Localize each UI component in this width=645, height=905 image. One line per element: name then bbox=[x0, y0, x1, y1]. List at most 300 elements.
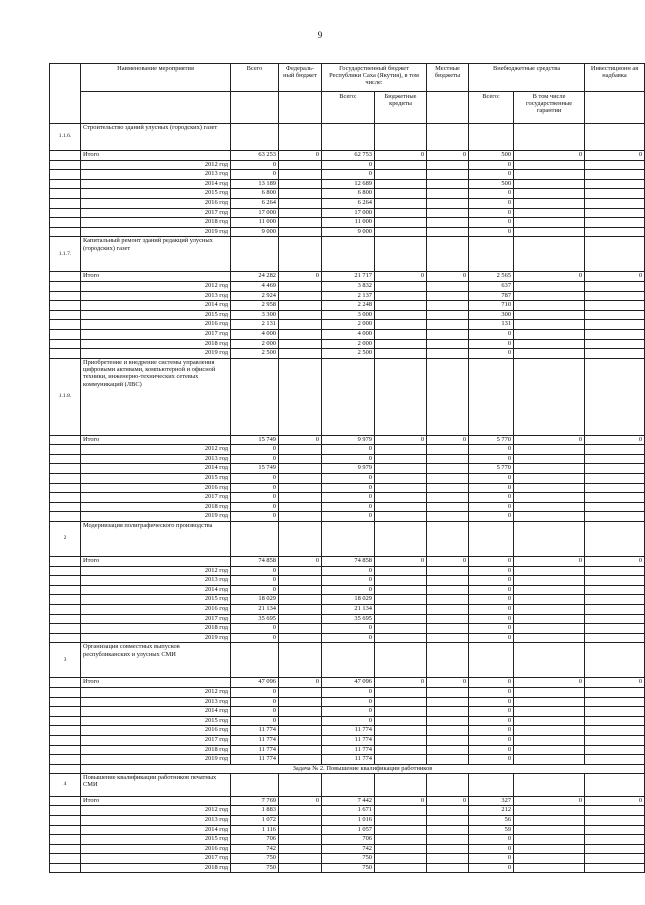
empty-cell bbox=[279, 237, 322, 272]
federal-value bbox=[279, 170, 322, 180]
extra-value: 0 bbox=[469, 854, 514, 864]
code-cell bbox=[50, 716, 81, 726]
block-title-row bbox=[50, 522, 645, 557]
total-value: 15 749 bbox=[231, 464, 279, 474]
total-value: 35 695 bbox=[231, 614, 279, 624]
total-value: 7 769 bbox=[231, 796, 279, 806]
block-title: Приобретение и внедрение системы управления цифровыми активами, компьютерной и офисной техники, инженерно-технических сетевых коммуникаций (ЛВС) bbox=[81, 358, 231, 435]
credits-value bbox=[375, 745, 427, 755]
local-value bbox=[427, 310, 469, 320]
invest-value bbox=[585, 339, 645, 349]
local-value bbox=[427, 493, 469, 503]
block-title: Повышение квалификации работников печатных СМИ bbox=[81, 773, 231, 796]
header-invest-sub bbox=[585, 92, 645, 124]
state-value: 12 689 bbox=[322, 179, 375, 189]
header-state-credits: Бюджетные кредиты bbox=[375, 92, 427, 124]
extra-value: 0 bbox=[469, 227, 514, 237]
total-value: 0 bbox=[231, 697, 279, 707]
header-federal-sub bbox=[279, 92, 322, 124]
guarantees-value bbox=[514, 218, 585, 228]
code-cell bbox=[50, 170, 81, 180]
code-cell bbox=[50, 566, 81, 576]
invest-value bbox=[585, 755, 645, 765]
federal-value: 0 bbox=[279, 796, 322, 806]
state-value: 62 753 bbox=[322, 151, 375, 161]
state-value: 0 bbox=[322, 502, 375, 512]
guarantees-value bbox=[514, 755, 585, 765]
block-4-body bbox=[50, 773, 645, 873]
state-value: 0 bbox=[322, 585, 375, 595]
federal-value bbox=[279, 502, 322, 512]
code-cell bbox=[50, 844, 81, 854]
state-value: 17 000 bbox=[322, 208, 375, 218]
extra-value: 0 bbox=[469, 735, 514, 745]
invest-value bbox=[585, 624, 645, 634]
year-row bbox=[50, 349, 645, 359]
itogo-row bbox=[50, 678, 645, 688]
credits-value bbox=[375, 301, 427, 311]
local-value bbox=[427, 454, 469, 464]
empty-cell bbox=[375, 643, 427, 678]
empty-cell bbox=[469, 237, 514, 272]
federal-value bbox=[279, 863, 322, 873]
total-value: 2 958 bbox=[231, 301, 279, 311]
code-cell bbox=[50, 179, 81, 189]
total-value: 0 bbox=[231, 445, 279, 455]
state-value: 0 bbox=[322, 493, 375, 503]
state-value: 1 057 bbox=[322, 825, 375, 835]
federal-value bbox=[279, 281, 322, 291]
credits-value bbox=[375, 576, 427, 586]
state-value: 0 bbox=[322, 170, 375, 180]
local-value: 0 bbox=[427, 678, 469, 688]
year-row bbox=[50, 179, 645, 189]
federal-value bbox=[279, 189, 322, 199]
guarantees-value: 0 bbox=[514, 435, 585, 445]
empty-cell bbox=[322, 643, 375, 678]
state-value: 706 bbox=[322, 835, 375, 845]
federal-value bbox=[279, 208, 322, 218]
empty-cell bbox=[279, 124, 322, 151]
extra-value: 0 bbox=[469, 454, 514, 464]
code-cell bbox=[50, 208, 81, 218]
local-value bbox=[427, 735, 469, 745]
total-value: 2 131 bbox=[231, 320, 279, 330]
code-cell bbox=[50, 281, 81, 291]
extra-value: 212 bbox=[469, 806, 514, 816]
empty-cell bbox=[322, 773, 375, 796]
year-label: 2017 год bbox=[81, 329, 231, 339]
state-value: 3 000 bbox=[322, 310, 375, 320]
state-value: 0 bbox=[322, 633, 375, 643]
local-value bbox=[427, 726, 469, 736]
state-value: 9 000 bbox=[322, 227, 375, 237]
local-value bbox=[427, 825, 469, 835]
itogo-row bbox=[50, 796, 645, 806]
empty-cell bbox=[375, 522, 427, 557]
year-row bbox=[50, 633, 645, 643]
invest-value bbox=[585, 493, 645, 503]
header-extra-total: Всего: bbox=[469, 92, 514, 124]
year-label: 2018 год bbox=[81, 218, 231, 228]
total-value: 1 883 bbox=[231, 806, 279, 816]
federal-value bbox=[279, 697, 322, 707]
invest-value bbox=[585, 474, 645, 484]
federal-value bbox=[279, 320, 322, 330]
year-row bbox=[50, 566, 645, 576]
extra-value: 0 bbox=[469, 339, 514, 349]
extra-value: 327 bbox=[469, 796, 514, 806]
credits-value bbox=[375, 585, 427, 595]
credits-value bbox=[375, 329, 427, 339]
federal-value bbox=[279, 726, 322, 736]
block-title-row bbox=[50, 237, 645, 272]
extra-value: 0 bbox=[469, 835, 514, 845]
extra-value: 0 bbox=[469, 595, 514, 605]
invest-value bbox=[585, 198, 645, 208]
year-label: 2017 год bbox=[81, 614, 231, 624]
state-value: 2 137 bbox=[322, 291, 375, 301]
total-value: 17 000 bbox=[231, 208, 279, 218]
total-value: 6 800 bbox=[231, 189, 279, 199]
invest-value bbox=[585, 179, 645, 189]
state-value: 7 442 bbox=[322, 796, 375, 806]
total-value: 74 858 bbox=[231, 557, 279, 567]
code-cell bbox=[50, 595, 81, 605]
state-value: 750 bbox=[322, 854, 375, 864]
year-row bbox=[50, 170, 645, 180]
total-value: 11 774 bbox=[231, 735, 279, 745]
guarantees-value bbox=[514, 726, 585, 736]
invest-value bbox=[585, 854, 645, 864]
credits-value bbox=[375, 614, 427, 624]
year-label: 2015 год bbox=[81, 474, 231, 484]
guarantees-value bbox=[514, 566, 585, 576]
header-state: Государственный бюджет Республики Саха (Якутия), в том числе: bbox=[322, 64, 427, 92]
state-value: 750 bbox=[322, 863, 375, 873]
year-row bbox=[50, 716, 645, 726]
local-value bbox=[427, 474, 469, 484]
local-value bbox=[427, 716, 469, 726]
invest-value bbox=[585, 349, 645, 359]
year-label: 2012 год bbox=[81, 160, 231, 170]
year-row bbox=[50, 502, 645, 512]
year-label: 2012 год bbox=[81, 687, 231, 697]
total-value: 0 bbox=[231, 687, 279, 697]
guarantees-value bbox=[514, 595, 585, 605]
extra-value: 300 bbox=[469, 310, 514, 320]
state-value: 0 bbox=[322, 624, 375, 634]
credits-value bbox=[375, 687, 427, 697]
code-cell bbox=[50, 474, 81, 484]
guarantees-value: 0 bbox=[514, 796, 585, 806]
code-cell bbox=[50, 755, 81, 765]
extra-value: 787 bbox=[469, 291, 514, 301]
local-value bbox=[427, 745, 469, 755]
guarantees-value bbox=[514, 189, 585, 199]
extra-value: 131 bbox=[469, 320, 514, 330]
empty-cell bbox=[375, 124, 427, 151]
state-value: 0 bbox=[322, 566, 375, 576]
federal-value bbox=[279, 301, 322, 311]
year-row bbox=[50, 755, 645, 765]
total-value: 0 bbox=[231, 512, 279, 522]
guarantees-value bbox=[514, 464, 585, 474]
code-cell bbox=[50, 464, 81, 474]
state-value: 21 717 bbox=[322, 272, 375, 282]
credits-value bbox=[375, 512, 427, 522]
federal-value bbox=[279, 576, 322, 586]
itogo-label: Итого bbox=[81, 435, 231, 445]
extra-value: 0 bbox=[469, 605, 514, 615]
local-value bbox=[427, 806, 469, 816]
code-cell bbox=[50, 863, 81, 873]
year-row bbox=[50, 493, 645, 503]
local-value bbox=[427, 585, 469, 595]
empty-cell bbox=[514, 643, 585, 678]
code-cell bbox=[50, 796, 81, 806]
guarantees-value bbox=[514, 329, 585, 339]
year-label: 2013 год bbox=[81, 576, 231, 586]
block-code: 4 bbox=[50, 773, 81, 796]
empty-cell bbox=[279, 643, 322, 678]
credits-value bbox=[375, 198, 427, 208]
state-value: 0 bbox=[322, 160, 375, 170]
credits-value bbox=[375, 474, 427, 484]
header-row-2 bbox=[50, 92, 645, 124]
extra-value: 0 bbox=[469, 614, 514, 624]
total-value: 4 469 bbox=[231, 281, 279, 291]
empty-cell bbox=[231, 237, 279, 272]
year-row bbox=[50, 815, 645, 825]
code-cell bbox=[50, 512, 81, 522]
credits-value bbox=[375, 854, 427, 864]
task-title: Задача № 2. Повышение квалификации работников bbox=[81, 764, 645, 773]
itogo-label: Итого bbox=[81, 678, 231, 688]
block-code: 1.1.8. bbox=[50, 358, 81, 435]
guarantees-value bbox=[514, 339, 585, 349]
extra-value: 500 bbox=[469, 151, 514, 161]
invest-value bbox=[585, 585, 645, 595]
extra-value: 0 bbox=[469, 678, 514, 688]
state-value: 742 bbox=[322, 844, 375, 854]
empty-cell bbox=[514, 237, 585, 272]
empty-cell bbox=[585, 237, 645, 272]
block-title: Организация совместных выпусков республиканских и улусных СМИ bbox=[81, 643, 231, 678]
invest-value bbox=[585, 835, 645, 845]
credits-value: 0 bbox=[375, 678, 427, 688]
empty-cell bbox=[514, 124, 585, 151]
guarantees-value bbox=[514, 815, 585, 825]
block-code: 2 bbox=[50, 522, 81, 557]
federal-value bbox=[279, 633, 322, 643]
code-cell bbox=[50, 227, 81, 237]
year-label: 2015 год bbox=[81, 310, 231, 320]
credits-value bbox=[375, 320, 427, 330]
total-value: 0 bbox=[231, 493, 279, 503]
task-2-section bbox=[50, 764, 645, 773]
year-row bbox=[50, 291, 645, 301]
empty-cell bbox=[427, 522, 469, 557]
year-row bbox=[50, 863, 645, 873]
local-value bbox=[427, 445, 469, 455]
local-value bbox=[427, 464, 469, 474]
guarantees-value bbox=[514, 512, 585, 522]
total-value: 15 749 bbox=[231, 435, 279, 445]
code-cell bbox=[50, 806, 81, 816]
federal-value bbox=[279, 329, 322, 339]
empty-cell bbox=[469, 124, 514, 151]
empty-cell bbox=[279, 358, 322, 435]
state-value: 3 832 bbox=[322, 281, 375, 291]
year-row bbox=[50, 585, 645, 595]
year-label: 2017 год bbox=[81, 735, 231, 745]
year-row bbox=[50, 605, 645, 615]
year-row bbox=[50, 218, 645, 228]
code-cell bbox=[50, 697, 81, 707]
invest-value bbox=[585, 605, 645, 615]
header-row-1 bbox=[50, 64, 645, 92]
header-extra-guarantees: В том числе государственные гарантии bbox=[514, 92, 585, 124]
federal-value bbox=[279, 835, 322, 845]
extra-value: 0 bbox=[469, 170, 514, 180]
federal-value bbox=[279, 227, 322, 237]
task-row bbox=[50, 764, 645, 773]
state-value: 0 bbox=[322, 576, 375, 586]
guarantees-value bbox=[514, 281, 585, 291]
local-value bbox=[427, 301, 469, 311]
extra-value: 0 bbox=[469, 755, 514, 765]
year-row bbox=[50, 208, 645, 218]
total-value: 1 072 bbox=[231, 815, 279, 825]
invest-value bbox=[585, 329, 645, 339]
federal-value: 0 bbox=[279, 435, 322, 445]
total-value: 9 000 bbox=[231, 227, 279, 237]
local-value bbox=[427, 512, 469, 522]
code-cell bbox=[50, 576, 81, 586]
year-label: 2012 год bbox=[81, 566, 231, 576]
total-value: 742 bbox=[231, 844, 279, 854]
year-label: 2019 год bbox=[81, 349, 231, 359]
total-value: 6 264 bbox=[231, 198, 279, 208]
extra-value: 637 bbox=[469, 281, 514, 291]
extra-value: 500 bbox=[469, 179, 514, 189]
credits-value: 0 bbox=[375, 557, 427, 567]
total-value: 0 bbox=[231, 502, 279, 512]
extra-value: 0 bbox=[469, 474, 514, 484]
year-label: 2016 год bbox=[81, 844, 231, 854]
header-code bbox=[50, 64, 81, 124]
year-label: 2016 год bbox=[81, 320, 231, 330]
total-value: 0 bbox=[231, 483, 279, 493]
header-total: Всего bbox=[231, 64, 279, 92]
year-row bbox=[50, 474, 645, 484]
year-row bbox=[50, 614, 645, 624]
empty-cell bbox=[322, 237, 375, 272]
local-value: 0 bbox=[427, 796, 469, 806]
federal-value bbox=[279, 806, 322, 816]
year-row bbox=[50, 726, 645, 736]
empty-cell bbox=[322, 358, 375, 435]
extra-value: 0 bbox=[469, 745, 514, 755]
code-cell bbox=[50, 614, 81, 624]
guarantees-value bbox=[514, 835, 585, 845]
invest-value bbox=[585, 227, 645, 237]
guarantees-value bbox=[514, 227, 585, 237]
extra-value: 0 bbox=[469, 189, 514, 199]
empty-cell bbox=[469, 643, 514, 678]
year-label: 2019 год bbox=[81, 227, 231, 237]
guarantees-value: 0 bbox=[514, 678, 585, 688]
credits-value bbox=[375, 825, 427, 835]
state-value: 9 979 bbox=[322, 464, 375, 474]
invest-value bbox=[585, 464, 645, 474]
block-code: 3 bbox=[50, 643, 81, 678]
invest-value bbox=[585, 687, 645, 697]
local-value bbox=[427, 160, 469, 170]
task-code bbox=[50, 764, 81, 773]
year-label: 2014 год bbox=[81, 179, 231, 189]
year-row bbox=[50, 464, 645, 474]
itogo-row bbox=[50, 272, 645, 282]
state-value: 11 774 bbox=[322, 735, 375, 745]
extra-value: 0 bbox=[469, 198, 514, 208]
code-cell bbox=[50, 678, 81, 688]
year-row bbox=[50, 854, 645, 864]
total-value: 0 bbox=[231, 160, 279, 170]
code-cell bbox=[50, 310, 81, 320]
code-cell bbox=[50, 151, 81, 161]
extra-value: 0 bbox=[469, 160, 514, 170]
invest-value bbox=[585, 310, 645, 320]
state-value: 0 bbox=[322, 483, 375, 493]
credits-value bbox=[375, 493, 427, 503]
guarantees-value bbox=[514, 707, 585, 717]
credits-value bbox=[375, 464, 427, 474]
extra-value: 56 bbox=[469, 815, 514, 825]
extra-value: 0 bbox=[469, 329, 514, 339]
empty-cell bbox=[514, 358, 585, 435]
year-row bbox=[50, 835, 645, 845]
guarantees-value bbox=[514, 301, 585, 311]
credits-value bbox=[375, 454, 427, 464]
code-cell bbox=[50, 445, 81, 455]
total-value: 11 774 bbox=[231, 745, 279, 755]
invest-value: 0 bbox=[585, 272, 645, 282]
total-value: 13 189 bbox=[231, 179, 279, 189]
year-row bbox=[50, 806, 645, 816]
header-federal: Федераль-ный бюджет bbox=[279, 64, 322, 92]
year-label: 2018 год bbox=[81, 502, 231, 512]
year-row bbox=[50, 301, 645, 311]
guarantees-value bbox=[514, 170, 585, 180]
empty-cell bbox=[427, 643, 469, 678]
year-row bbox=[50, 310, 645, 320]
credits-value bbox=[375, 844, 427, 854]
code-cell bbox=[50, 835, 81, 845]
local-value: 0 bbox=[427, 435, 469, 445]
local-value bbox=[427, 189, 469, 199]
code-cell bbox=[50, 726, 81, 736]
year-row bbox=[50, 483, 645, 493]
year-label: 2014 год bbox=[81, 585, 231, 595]
total-value: 706 bbox=[231, 835, 279, 845]
local-value bbox=[427, 614, 469, 624]
state-value: 0 bbox=[322, 445, 375, 455]
header-name: Наименование мероприятия bbox=[81, 64, 231, 92]
total-value: 18 029 bbox=[231, 595, 279, 605]
itogo-label: Итого bbox=[81, 151, 231, 161]
